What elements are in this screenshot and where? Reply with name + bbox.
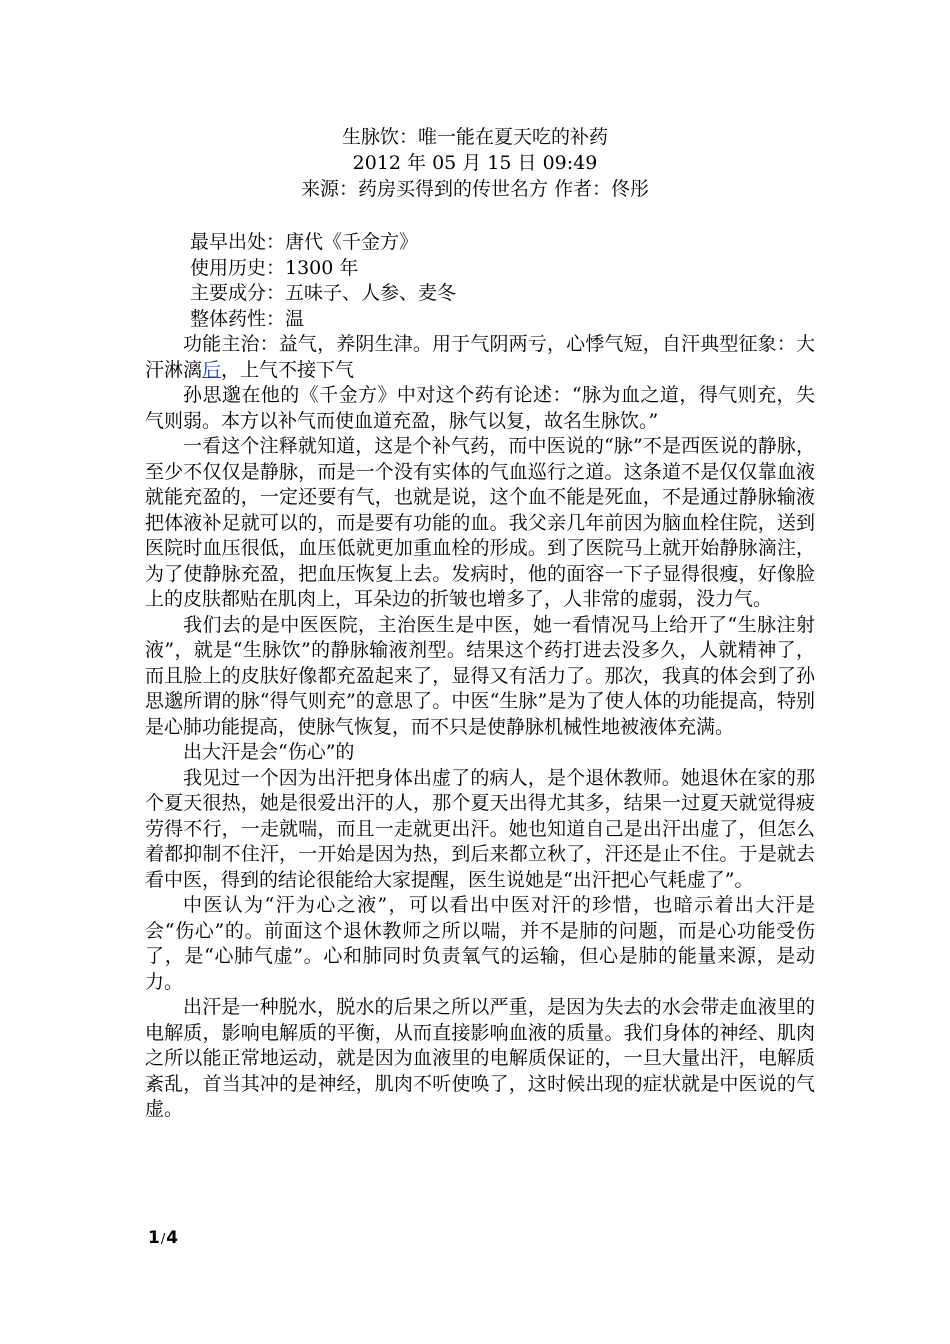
article-source-author: 来源：药房买得到的传世名方 作者：佟彤 bbox=[300, 178, 650, 200]
paragraph: 一看这个注释就知道，这是个补气药，而中医说的“脉”不是西医说的静脉，至少不仅仅是静脉，而是一个没有实体的气血巡行之道。这条道不是仅仅靠血液就能充盈的，一定还要有气，也就是说，这个血不能是死血，不是通过静脉输液把体液补足就可以的，而是要有功能的血。我父亲几年前因为脑血栓住院，送到医院时血压很低，血压低就更加重血栓的形成。到了医院马上就开始静脉滴注，为了使静脉充盈，把血压恢复上去。发病时，他的面容一下子显得很瘦，好像脸上的皮肤都贴在肌肉上，耳朵边的折皱也增多了，人非常的虚弱，没力气。 bbox=[145, 435, 815, 610]
page-total: 4 bbox=[166, 1228, 179, 1248]
page-number bbox=[148, 1228, 178, 1248]
inline-link[interactable]: 后 bbox=[202, 358, 222, 381]
paragraph: 中医认为“汗为心之液”，可以看出中医对汗的珍惜，也暗示着出大汗是会“伤心”的。前面这个退休教师之所以喘，并不是肺的问题，而是心功能受伤了，是“心肺气虚”。心和肺同时负责氧气的运输，但心是肺的能量来源，是动力。 bbox=[145, 894, 815, 993]
meta-origin: 最早出处：唐代《千金方》 bbox=[190, 231, 419, 253]
article-header bbox=[145, 124, 805, 202]
article-body bbox=[145, 332, 815, 1123]
prescription-meta bbox=[190, 230, 456, 332]
paragraph: 出汗是一种脱水，脱水的后果之所以严重，是因为失去的水会带走血液里的电解质，影响电解质的平衡，从而直接影响血液的质量。我们身体的神经、肌肉之所以能正常地运动，就是因为血液里的电解质保证的，一旦大量出汗，电解质紊乱，首当其冲的是神经，肌肉不听使唤了，这时候出现的症状就是中医说的气虚。 bbox=[145, 996, 815, 1120]
paragraph-indications bbox=[145, 332, 815, 383]
article-title: 生脉饮：唯一能在夏天吃的补药 bbox=[341, 126, 608, 148]
section-subheading: 出大汗是会“伤心”的 bbox=[183, 741, 355, 763]
indications-text: 功能主治：益气，养阴生津。用于气阴两亏，心悸气短，自汗典型征象：大汗淋漓 bbox=[145, 333, 815, 381]
page-current: 1 bbox=[148, 1228, 160, 1248]
indications-text-tail: ，上气不接下气 bbox=[221, 358, 355, 381]
meta-ingredients: 主要成分：五味子、人参、麦冬 bbox=[190, 282, 457, 304]
paragraph: 我见过一个因为出汗把身体出虚了的病人，是个退休教师。她退休在家的那个夏天很热，她是很爱出汗的人，那个夏天出得尤其多，结果一过夏天就觉得疲劳得不行，一走就喘，而且一走就更出汗。她也知道自己是出汗出虚了，但怎么着都抑制不住汗，一开始是因为热，到后来都立秋了，汗还是止不住。于是就去看中医，得到的结论很能给大家提醒，医生说她是“出汗把心气耗虚了”。 bbox=[145, 766, 815, 891]
meta-nature: 整体药性：温 bbox=[190, 307, 305, 330]
paragraph: 孙思邈在他的《千金方》中对这个药有论述：“脉为血之道，得气则充，失气则弱。本方以补气而使血道充盈，脉气以复，故名生脉饮。” bbox=[145, 384, 815, 432]
paragraph: 我们去的是中医医院，主治医生是中医，她一看情况马上给开了“生脉注射液”，就是“生脉饮”的静脉输液剂型。结果这个药打进去没多久，人就精神了，而且脸上的皮肤好像都充盈起来了，显得又有活力了。那次，我真的体会到了孙思邈所谓的脉“得气则充”的意思了。中医“生脉”是为了使人体的功能提高，特别是心肺功能提高，使脉气恢复，而不只是使静脉机械性地被液体充满。 bbox=[145, 613, 815, 738]
article-datetime: 2012 年 05 月 15 日 09:49 bbox=[352, 152, 598, 174]
page-separator: / bbox=[160, 1232, 166, 1247]
meta-history: 使用历史：1300 年 bbox=[190, 256, 359, 279]
